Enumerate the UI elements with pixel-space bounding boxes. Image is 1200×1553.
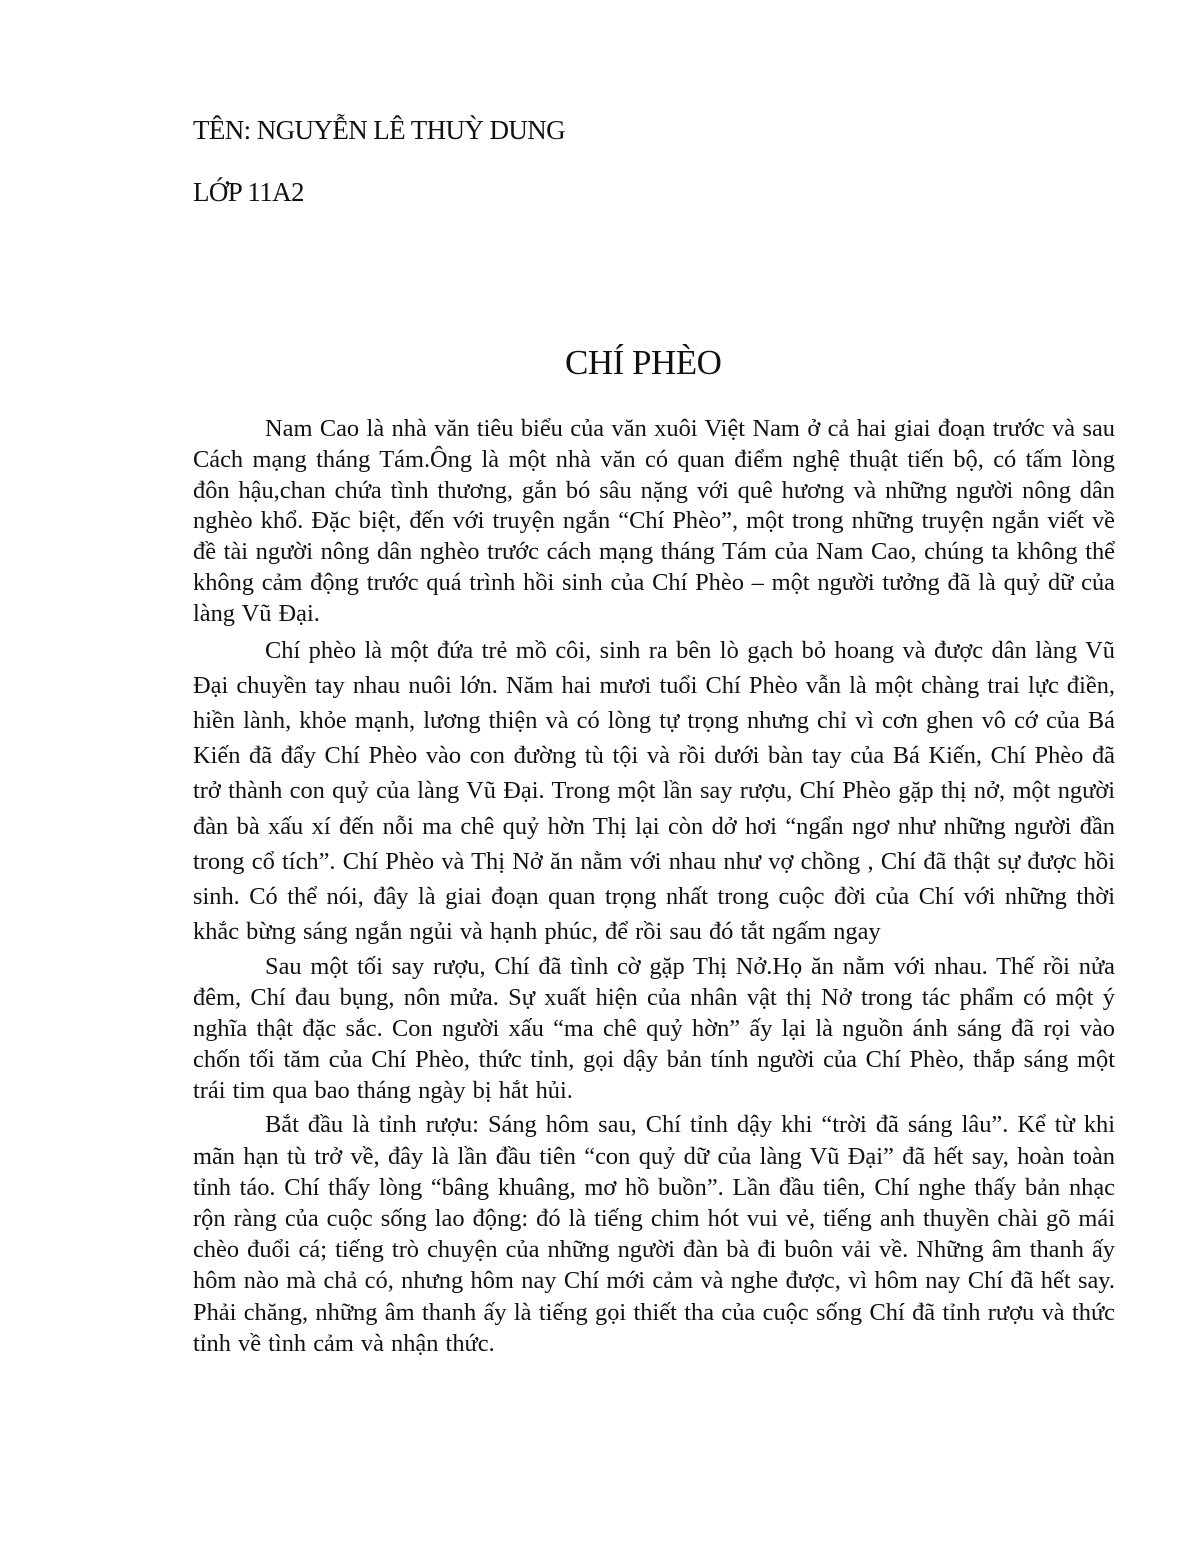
student-class-line: LỚP 11A2 (193, 177, 304, 207)
paragraph: Bắt đầu là tỉnh rượu: Sáng hôm sau, Chí tỉnh dậy khi “trời đã sáng lâu”. Kể từ khi mãn hạn tù trở về, đây là lần đầu tiên “con quỷ dữ của làng Vũ Đại” đã hết say, hoàn toàn tỉnh táo. Chí thấy lòng “bâng khuâng, mơ hồ buồn”. Lần đầu tiên, Chí nghe thấy bản nhạc rộn ràng của cuộc sống lao động: đó là tiếng chim hót vui vẻ, tiếng anh thuyền chài gõ mái chèo đuổi cá; tiếng trò chuyện của những người đàn bà đi buôn vải về. Những âm thanh ấy hôm nào mà chả có, nhưng hôm nay Chí mới cảm và nghe được, vì hôm nay Chí đã hết say. Phải chăng, những âm thanh ấy là tiếng gọi thiết tha của cuộc sống Chí đã tỉnh rượu và thức tỉnh về tình cảm và nhận thức. (193, 1111, 1115, 1357)
paragraph: Nam Cao là nhà văn tiêu biểu của văn xuôi Việt Nam ở cả hai giai đoạn trước và sau Cách mạng tháng Tám.Ông là một nhà văn có quan điểm nghệ thuật tiến bộ, có tấm lòng đôn hậu,chan chứa tình thương, gắn bó sâu nặng với quê hương và những người nông dân nghèo khổ. Đặc biệt, đến với truyện ngắn “Chí Phèo”, một trong những truyện ngắn viết về đề tài người nông dân nghèo trước cách mạng tháng Tám của Nam Cao, chúng ta không thể không cảm động trước quá trình hồi sinh của Chí Phèo – một người tưởng đã là quỷ dữ của làng Vũ Đại. (193, 415, 1115, 627)
paragraph: Chí phèo là một đứa trẻ mồ côi, sinh ra bên lò gạch bỏ hoang và được dân làng Vũ Đại chuyền tay nhau nuôi lớn. Năm hai mươi tuổi Chí Phèo vẫn là một chàng trai lực điền, hiền lành, khỏe mạnh, lương thiện và có lòng tự trọng nhưng chỉ vì cơn ghen vô cớ của Bá Kiến đã đẩy Chí Phèo vào con đường tù tội và rồi dưới bàn tay của Bá Kiến, Chí Phèo đã trở thành con quỷ của làng Vũ Đại. Trong một lần say rượu, Chí Phèo gặp thị nở, một người đàn bà xấu xí đến nỗi ma chê quỷ hờn Thị lại còn dở hơi “ngẩn ngơ như những người đần trong cổ tích”. Chí Phèo và Thị Nở ăn nằm với nhau như vợ chồng , Chí đã thật sự được hồi sinh. Có thể nói, đây là giai đoạn quan trọng nhất trong cuộc đời của Chí với những thời khắc bừng sáng ngắn ngủi và hạnh phúc, để rồi sau đó tắt ngấm ngay (193, 636, 1115, 946)
paragraph: Sau một tối say rượu, Chí đã tình cờ gặp Thị Nở.Họ ăn nằm với nhau. Thế rồi nửa đêm, Chí đau bụng, nôn mửa. Sự xuất hiện của nhân vật thị Nở trong tác phẩm có một ý nghĩa thật đặc sắc. Con người xấu “ma chê quỷ hờn” ấy lại là nguồn ánh sáng đã rọi vào chốn tối tăm của Chí Phèo, thức tỉnh, gọi dậy bản tính người của Chí Phèo, thắp sáng một trái tim qua bao tháng ngày bị hắt hủi. (193, 953, 1115, 1104)
essay-body (193, 414, 1115, 1362)
document-title: CHÍ PHÈO (565, 343, 722, 382)
student-name-line: TÊN: NGUYỄN LÊ THUỲ DUNG (193, 115, 566, 145)
